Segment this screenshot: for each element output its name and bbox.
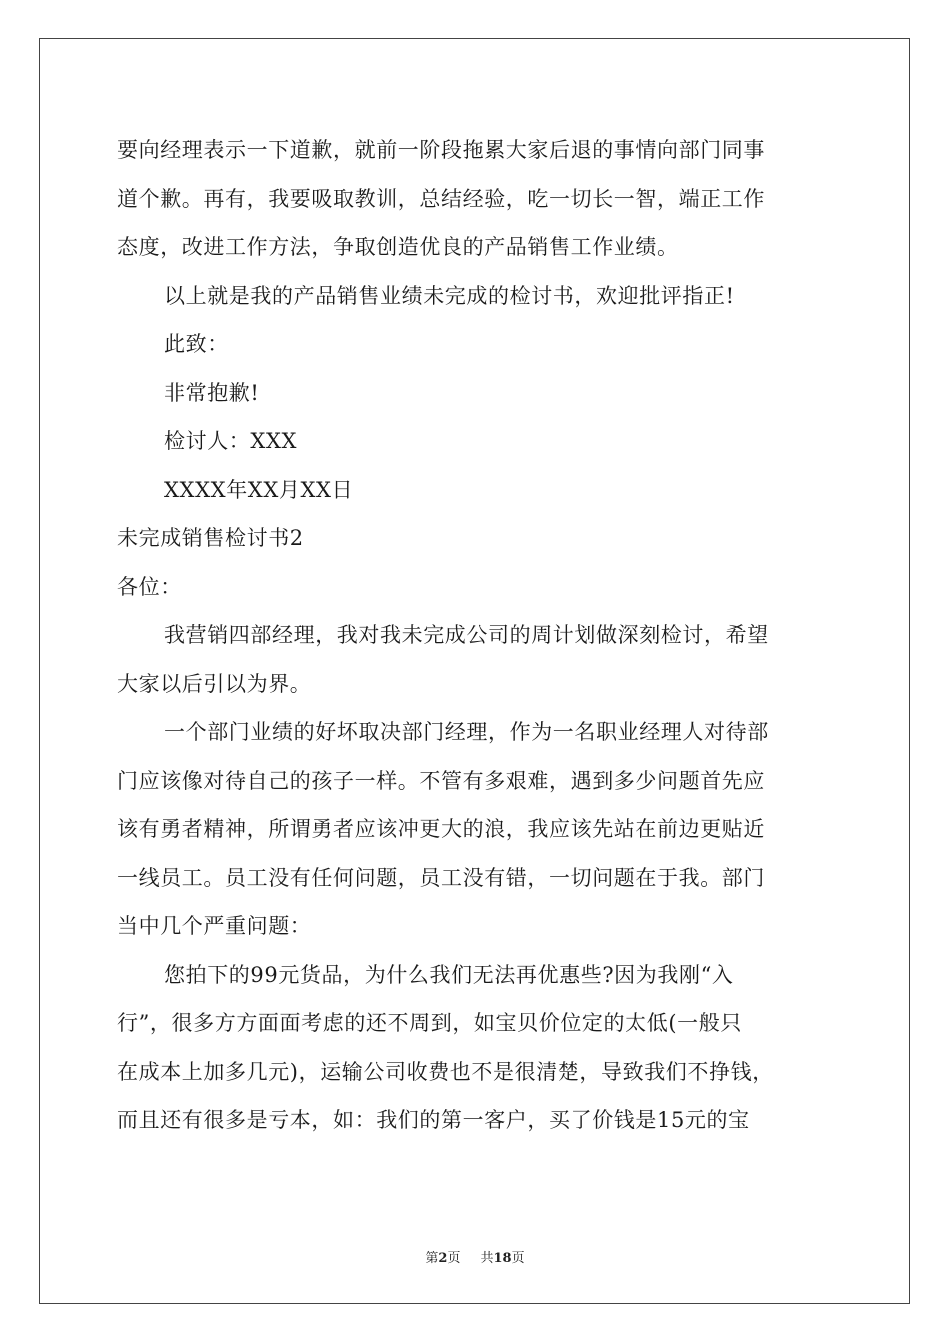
text-line: 非常抱歉! [164,380,260,405]
text-line: 行”，很多方方面面考虑的还不周到，如宝贝价位定的太低(一般只 [117,1011,742,1035]
text-line: 未完成销售检讨书2 [117,526,304,550]
page-footer [0,1247,950,1266]
text-line: 态度，改进工作方法，争取创造优良的产品销售工作业绩。 [117,235,679,259]
document-body [117,126,837,1145]
text-line: 该有勇者精神，所谓勇者应该冲更大的浪，我应该先站在前边更贴近 [117,817,765,841]
text-line: XXXX年XX月XX日 [164,477,354,502]
text-line: 您拍下的99元货品，为什么我们无法再优惠些?因为我刚“入 [164,962,734,987]
text-line: 以上就是我的产品销售业绩未完成的检讨书，欢迎批评指正! [164,283,735,308]
footer-total-pages: 18 [493,1251,512,1266]
text-line: 一线员工。员工没有任何问题，员工没有错，一切问题在于我。部门 [117,865,765,890]
footer-total-prefix: 共 [480,1251,494,1266]
text-line: 在成本上加多几元)，运输公司收费也不是很清楚，导致我们不挣钱， [117,1059,774,1084]
text-line: 当中几个严重问题： [117,914,312,938]
text-line: 检讨人：XXX [164,429,298,453]
footer-total-suffix: 页 [511,1251,525,1266]
text-line: 我营销四部经理，我对我未完成公司的周计划做深刻检讨，希望 [164,623,769,647]
text-line: 道个歉。再有，我要吸取教训，总结经验，吃一切长一智，端正工作 [117,186,765,211]
footer-page-prefix: 第 [425,1251,439,1266]
text-line: 门应该像对待自己的孩子一样。不管有多艰难，遇到多少问题首先应 [117,768,765,793]
footer-page-suffix: 页 [447,1251,461,1266]
text-line: 一个部门业绩的好坏取决部门经理，作为一名职业经理人对待部 [164,720,769,744]
text-line: 要向经理表示一下道歉，就前一阶段拖累大家后退的事情向部门同事 [117,138,765,162]
footer-page-number: 2 [438,1251,448,1266]
text-line: 各位： [117,574,182,599]
text-line: 而且还有很多是亏本，如：我们的第一客户，买了价钱是15元的宝 [117,1108,750,1132]
text-line: 大家以后引以为界。 [117,671,312,696]
text-line: 此致： [164,332,229,356]
